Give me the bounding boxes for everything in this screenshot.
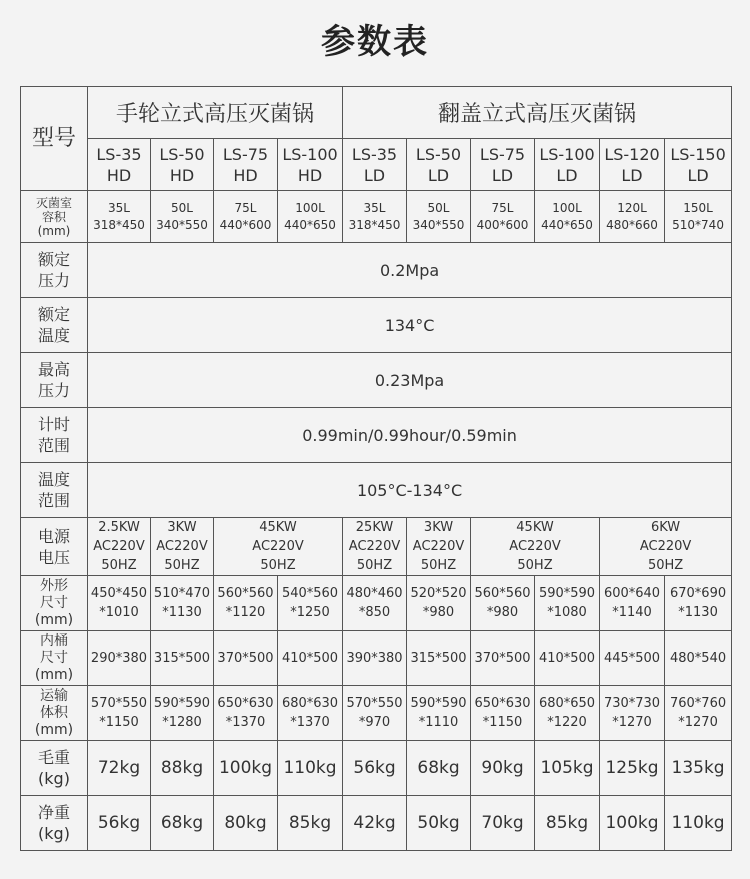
- table-row: [21, 87, 732, 139]
- timer-range-value: 0.99min/0.99hour/0.59min: [88, 408, 732, 463]
- spec-table: [20, 86, 732, 851]
- page-title: 参数表: [321, 22, 429, 62]
- spec-cell: 50kg: [407, 796, 471, 851]
- row-label-rated-temperature: 额定 温度: [21, 298, 88, 353]
- table-row: [21, 139, 732, 191]
- spec-cell: 100L 440*650: [535, 191, 600, 243]
- spec-cell: 410*500: [278, 631, 343, 686]
- model-cell: LS-35 LD: [343, 139, 407, 191]
- spec-cell: 480*460 *850: [343, 576, 407, 631]
- spec-cell: 590*590 *1110: [407, 686, 471, 741]
- spec-cell: 315*500: [151, 631, 214, 686]
- spec-cell: 650*630 *1370: [214, 686, 278, 741]
- table-row: [21, 741, 732, 796]
- row-label-net-weight: 净重 (kg): [21, 796, 88, 851]
- spec-cell: 520*520 *980: [407, 576, 471, 631]
- row-label-inner-barrel: 内桶 尺寸 (mm): [21, 631, 88, 686]
- spec-cell: 110kg: [278, 741, 343, 796]
- spec-cell: 56kg: [343, 741, 407, 796]
- group-header-handwheel: 手轮立式高压灭菌锅: [88, 87, 343, 139]
- spec-cell: 150L 510*740: [665, 191, 732, 243]
- spec-cell: 370*500: [214, 631, 278, 686]
- spec-cell: 75L 400*600: [471, 191, 535, 243]
- power-cell: 3KW AC220V 50HZ: [407, 518, 471, 576]
- power-cell: 45KW AC220V 50HZ: [471, 518, 600, 576]
- spec-cell: 110kg: [665, 796, 732, 851]
- table-row: [21, 576, 732, 631]
- spec-cell: 100kg: [214, 741, 278, 796]
- model-label: 型号: [21, 87, 88, 191]
- spec-cell: 56kg: [88, 796, 151, 851]
- spec-cell: 590*590 *1080: [535, 576, 600, 631]
- spec-cell: 315*500: [407, 631, 471, 686]
- spec-cell: 50L 340*550: [151, 191, 214, 243]
- spec-cell: 68kg: [407, 741, 471, 796]
- spec-cell: 570*550 *1150: [88, 686, 151, 741]
- spec-cell: 590*590 *1280: [151, 686, 214, 741]
- spec-cell: 445*500: [600, 631, 665, 686]
- spec-cell: 670*690 *1130: [665, 576, 732, 631]
- power-cell: 6KW AC220V 50HZ: [600, 518, 732, 576]
- power-cell: 25KW AC220V 50HZ: [343, 518, 407, 576]
- table-row: [21, 353, 732, 408]
- spec-cell: 120L 480*660: [600, 191, 665, 243]
- spec-cell: 35L 318*450: [343, 191, 407, 243]
- row-label-rated-pressure: 额定 压力: [21, 243, 88, 298]
- temperature-range-value: 105°C-134°C: [88, 463, 732, 518]
- spec-cell: 570*550 *970: [343, 686, 407, 741]
- power-cell: 2.5KW AC220V 50HZ: [88, 518, 151, 576]
- spec-cell: 68kg: [151, 796, 214, 851]
- row-label-temperature-range: 温度 范围: [21, 463, 88, 518]
- model-cell: LS-100 LD: [535, 139, 600, 191]
- rated-pressure-value: 0.2Mpa: [88, 243, 732, 298]
- spec-cell: 100L 440*650: [278, 191, 343, 243]
- spec-cell: 72kg: [88, 741, 151, 796]
- table-row: [21, 631, 732, 686]
- spec-cell: 105kg: [535, 741, 600, 796]
- spec-cell: 390*380: [343, 631, 407, 686]
- model-cell: LS-35 HD: [88, 139, 151, 191]
- model-cell: LS-150 LD: [665, 139, 732, 191]
- spec-cell: 50L 340*550: [407, 191, 471, 243]
- table-row: [21, 243, 732, 298]
- spec-cell: 70kg: [471, 796, 535, 851]
- spec-cell: 650*630 *1150: [471, 686, 535, 741]
- spec-cell: 290*380: [88, 631, 151, 686]
- spec-cell: 680*630 *1370: [278, 686, 343, 741]
- spec-cell: 370*500: [471, 631, 535, 686]
- spec-cell: 730*730 *1270: [600, 686, 665, 741]
- model-cell: LS-75 LD: [471, 139, 535, 191]
- spec-cell: 88kg: [151, 741, 214, 796]
- row-label-gross-weight: 毛重 (kg): [21, 741, 88, 796]
- spec-cell: 100kg: [600, 796, 665, 851]
- spec-cell: 510*470 *1130: [151, 576, 214, 631]
- spec-cell: 35L 318*450: [88, 191, 151, 243]
- row-label-power: 电源 电压: [21, 518, 88, 576]
- table-row: [21, 408, 732, 463]
- spec-cell: 450*450 *1010: [88, 576, 151, 631]
- spec-cell: 760*760 *1270: [665, 686, 732, 741]
- table-row: [21, 463, 732, 518]
- power-cell: 3KW AC220V 50HZ: [151, 518, 214, 576]
- spec-cell: 85kg: [535, 796, 600, 851]
- row-label-chamber: 灭菌室 容积 (mm): [21, 191, 88, 243]
- model-cell: LS-120 LD: [600, 139, 665, 191]
- row-label-shipping-volume: 运输 体积 (mm): [21, 686, 88, 741]
- spec-cell: 560*560 *980: [471, 576, 535, 631]
- spec-cell: 90kg: [471, 741, 535, 796]
- spec-cell: 135kg: [665, 741, 732, 796]
- spec-cell: 42kg: [343, 796, 407, 851]
- table-row: [21, 191, 732, 243]
- spec-cell: 540*560 *1250: [278, 576, 343, 631]
- spec-cell: 125kg: [600, 741, 665, 796]
- spec-cell: 680*650 *1220: [535, 686, 600, 741]
- spec-cell: 85kg: [278, 796, 343, 851]
- model-cell: LS-50 LD: [407, 139, 471, 191]
- row-label-timer-range: 计时 范围: [21, 408, 88, 463]
- power-cell: 45KW AC220V 50HZ: [214, 518, 343, 576]
- spec-cell: 600*640 *1140: [600, 576, 665, 631]
- row-label-outer-size: 外形 尺寸 (mm): [21, 576, 88, 631]
- row-label-max-pressure: 最高 压力: [21, 353, 88, 408]
- table-row: [21, 686, 732, 741]
- table-row: [21, 518, 732, 576]
- max-pressure-value: 0.23Mpa: [88, 353, 732, 408]
- spec-cell: 480*540: [665, 631, 732, 686]
- group-header-flip-lid: 翻盖立式高压灭菌锅: [343, 87, 732, 139]
- spec-cell: 410*500: [535, 631, 600, 686]
- rated-temperature-value: 134°C: [88, 298, 732, 353]
- model-cell: LS-75 HD: [214, 139, 278, 191]
- spec-cell: 80kg: [214, 796, 278, 851]
- spec-cell: 75L 440*600: [214, 191, 278, 243]
- table-row: [21, 298, 732, 353]
- model-cell: LS-50 HD: [151, 139, 214, 191]
- model-cell: LS-100 HD: [278, 139, 343, 191]
- spec-cell: 560*560 *1120: [214, 576, 278, 631]
- table-row: [21, 796, 732, 851]
